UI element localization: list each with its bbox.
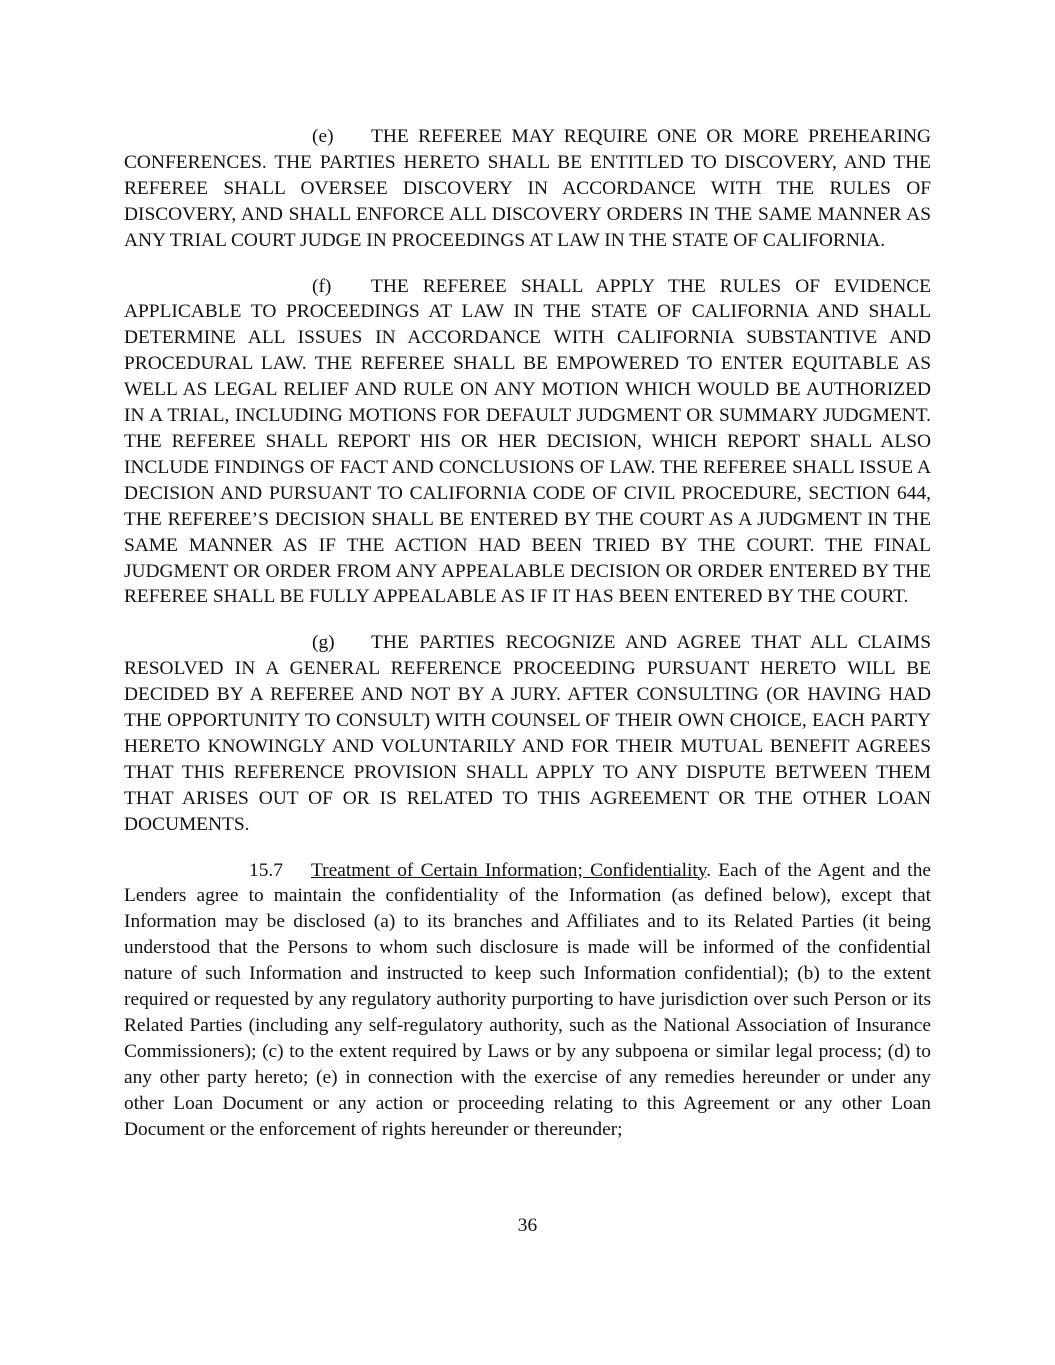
- document-page: [124, 124, 931, 1143]
- paragraph-f: [124, 274, 931, 611]
- paragraph-g: [124, 630, 931, 837]
- section-text: Each of the Agent and the Lenders agree to maintain the confidentiality of the Information (as defined below), except that Information may be disclosed (a) to its branches and Affiliates and to its Related Parties (it being understood that the Persons to whom such disclosure is made will be informed of the confidential nature of such Information and instructed to keep such Information confidential); (b) to the extent required or requested by any regulatory authority purporting to have jurisdiction over such Person or its Related Parties (including any self-regulatory authority, such as the National Association of Insurance Commissioners); (c) to the extent required by Laws or by any subpoena or similar legal process; (d) to any other party hereto; (e) in connection with the exercise of any remedies hereunder or under any other Loan Document or any action or proceeding relating to this Agreement or any other Loan Document or the enforcement of rights hereunder or thereunder;: [124, 859, 931, 1140]
- page-number: 36: [517, 1215, 538, 1236]
- paragraph-marker: (e): [312, 126, 334, 147]
- section-heading: Treatment of Certain Information; Confidentiality: [311, 859, 707, 881]
- paragraph-marker: (g): [312, 632, 335, 654]
- paragraph-marker: (f): [312, 275, 332, 297]
- section-heading-punct: .: [706, 859, 712, 881]
- paragraph-text: THE PARTIES RECOGNIZE AND AGREE THAT ALL CLAIMS RESOLVED IN A GENERAL REFERENCE PROCEEDING PURSUANT HERETO WILL BE DECIDED BY A REFEREE AND NOT BY A JURY. AFTER CONSULTING (OR HAVING HAD THE OPPORTUNITY TO CONSULT) WITH COUNSEL OF THEIR OWN CHOICE, EACH PARTY HERETO KNOWINGLY AND VOLUNTARILY AND FOR THEIR MUTUAL BENEFIT AGREES THAT THIS REFERENCE PROVISION SHALL APPLY TO ANY DISPUTE BETWEEN THEM THAT ARISES OUT OF OR IS RELATED TO THIS AGREEMENT OR THE OTHER LOAN DOCUMENTS.: [124, 632, 931, 835]
- paragraph-text: THE REFEREE MAY REQUIRE ONE OR MORE PREHEARING CONFERENCES. THE PARTIES HERETO SHALL BE ENTITLED TO DISCOVERY, AND THE REFEREE SHALL OVERSEE DISCOVERY IN ACCORDANCE WITH THE RULES OF DISCOVERY, AND SHALL ENFORCE ALL DISCOVERY ORDERS IN THE SAME MANNER AS ANY TRIAL COURT JUDGE IN PROCEEDINGS AT LAW IN THE STATE OF CALIFORNIA.: [124, 126, 931, 251]
- paragraph-text: THE REFEREE SHALL APPLY THE RULES OF EVIDENCE APPLICABLE TO PROCEEDINGS AT LAW IN THE STATE OF CALIFORNIA AND SHALL DETERMINE ALL ISSUES IN ACCORDANCE WITH CALIFORNIA SUBSTANTIVE AND PROCEDURAL LAW. THE REFEREE SHALL BE EMPOWERED TO ENTER EQUITABLE AS WELL AS LEGAL RELIEF AND RULE ON ANY MOTION WHICH WOULD BE AUTHORIZED IN A TRIAL, INCLUDING MOTIONS FOR DEFAULT JUDGMENT OR SUMMARY JUDGMENT. THE REFEREE SHALL REPORT HIS OR HER DECISION, WHICH REPORT SHALL ALSO INCLUDE FINDINGS OF FACT AND CONCLUSIONS OF LAW. THE REFEREE SHALL ISSUE A DECISION AND PURSUANT TO CALIFORNIA CODE OF CIVIL PROCEDURE, SECTION 644, THE REFEREE’S DECISION SHALL BE ENTERED BY THE COURT AS A JUDGMENT IN THE SAME MANNER AS IF THE ACTION HAD BEEN TRIED BY THE COURT. THE FINAL JUDGMENT OR ORDER FROM ANY APPEALABLE DECISION OR ORDER ENTERED BY THE REFEREE SHALL BE FULLY APPEALABLE AS IF IT HAS BEEN ENTERED BY THE COURT.: [124, 275, 931, 608]
- section-number: 15.7: [249, 859, 283, 881]
- paragraph-e: [124, 124, 931, 254]
- section-15-7: [124, 858, 931, 1143]
